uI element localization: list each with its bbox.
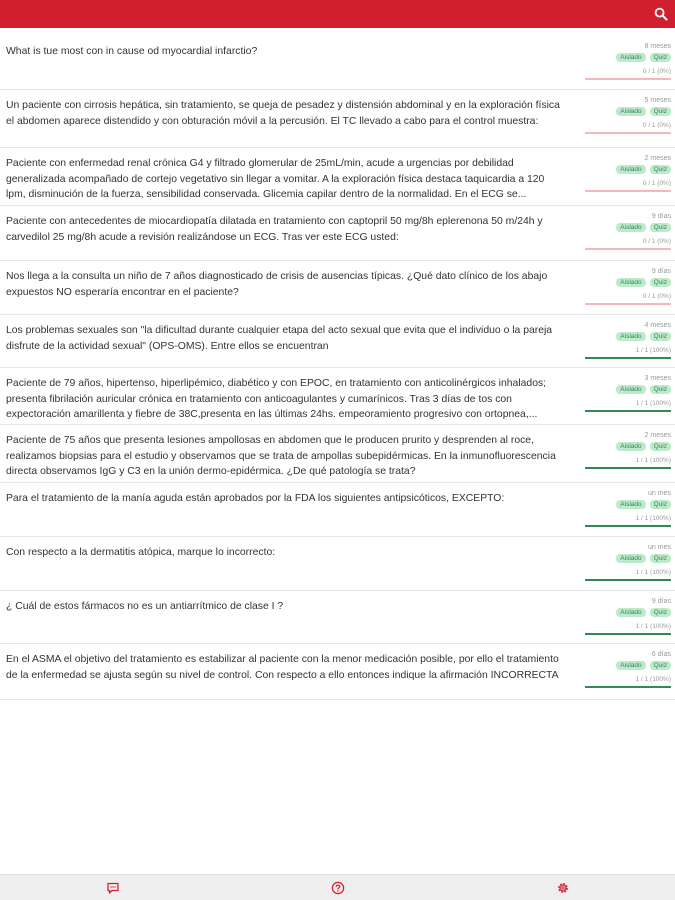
tag-quiz: Quiz bbox=[650, 608, 671, 617]
question-tags bbox=[616, 223, 671, 232]
progress-bar bbox=[585, 579, 671, 581]
progress-text: 1 / 1 (100%) bbox=[635, 347, 671, 354]
question-text: What is tue most con in cause od myocardial infarctio? bbox=[6, 46, 258, 57]
help-icon[interactable] bbox=[331, 881, 345, 895]
progress-bar bbox=[585, 78, 671, 80]
question-row[interactable] bbox=[0, 90, 675, 148]
question-meta bbox=[581, 154, 671, 192]
question-list bbox=[0, 36, 675, 700]
search-icon[interactable] bbox=[653, 6, 669, 22]
question-time: un mes bbox=[648, 490, 671, 497]
question-time: 3 meses bbox=[644, 375, 671, 382]
progress-bar bbox=[585, 525, 671, 527]
bottom-navigation bbox=[0, 874, 675, 900]
progress-text: 1 / 1 (100%) bbox=[635, 569, 671, 576]
tag-quiz: Quiz bbox=[650, 500, 671, 509]
tag-aislado: Aislado bbox=[616, 661, 645, 670]
tag-aislado: Aislado bbox=[616, 500, 645, 509]
settings-icon[interactable] bbox=[556, 881, 570, 895]
question-text: Paciente con enfermedad renal crónica G4 y filtrado glomerular de 25mL/min, acude a urgencias por debilidad generalizada acompañado de cortejo vegetativo sin llegar a vomitar. A la exploración física destaca taquicardia a 120 lpm, disminución de la fuerza, sensibilidad conservada. Glicemia capilar dentro de la normalidad. En el ECG se... bbox=[6, 158, 545, 200]
question-text: Paciente de 75 años que presenta lesiones ampollosas en abdomen que le producen prurito y desprenden al roce, realizamos biopsias para el estudio y observamos que se trata de ampollas subepidérmicas. En la inmunofluorescencia directa observamos IgG y C3 en la unión dermo-epidérmica. ¿De qué patología se trata? bbox=[6, 435, 556, 477]
progress-bar bbox=[585, 410, 671, 412]
tag-quiz: Quiz bbox=[650, 554, 671, 563]
tag-aislado: Aislado bbox=[616, 53, 645, 62]
progress-bar bbox=[585, 633, 671, 635]
question-tags bbox=[616, 278, 671, 287]
question-meta bbox=[581, 489, 671, 527]
question-row[interactable] bbox=[0, 483, 675, 537]
question-tags bbox=[616, 554, 671, 563]
question-meta bbox=[581, 543, 671, 581]
progress-text: 0 / 1 (0%) bbox=[642, 180, 671, 187]
progress-text: 1 / 1 (100%) bbox=[635, 623, 671, 630]
progress-bar bbox=[585, 686, 671, 688]
question-tags bbox=[616, 332, 671, 341]
question-time: 6 días bbox=[651, 651, 671, 658]
question-row[interactable] bbox=[0, 644, 675, 700]
progress-bar bbox=[585, 303, 671, 305]
question-meta bbox=[581, 650, 671, 688]
tag-quiz: Quiz bbox=[650, 107, 671, 116]
question-time: 2 meses bbox=[644, 432, 671, 439]
question-meta bbox=[581, 212, 671, 250]
question-tags bbox=[616, 53, 671, 62]
tag-quiz: Quiz bbox=[650, 332, 671, 341]
question-tags bbox=[616, 385, 671, 394]
question-text: ¿ Cuál de estos fármacos no es un antiarrítmico de clase I ? bbox=[6, 601, 284, 612]
question-row[interactable] bbox=[0, 206, 675, 261]
progress-text: 1 / 1 (100%) bbox=[635, 457, 671, 464]
question-row[interactable] bbox=[0, 591, 675, 644]
question-tags bbox=[616, 661, 671, 670]
chat-icon[interactable] bbox=[106, 881, 120, 895]
tag-quiz: Quiz bbox=[650, 53, 671, 62]
question-time: 5 meses bbox=[644, 97, 671, 104]
question-meta bbox=[581, 597, 671, 635]
tag-aislado: Aislado bbox=[616, 107, 645, 116]
question-row[interactable] bbox=[0, 148, 675, 206]
question-text: Nos llega a la consulta un niño de 7 años diagnosticado de crisis de ausencias típicas. ¿Qué dato clínico de los abajo expuestos NO esperaría encontrar en el paciente? bbox=[6, 271, 548, 298]
question-meta bbox=[581, 431, 671, 469]
question-text: En el ASMA el objetivo del tratamiento es estabilizar al paciente con la menor medicación posible, por ello el tratamiento de la enfermedad se ajusta según su nivel de control. Con respecto a ello entonces indique la afirmación INCORRECTA bbox=[6, 654, 559, 681]
question-time: 2 meses bbox=[644, 155, 671, 162]
question-time: 9 días bbox=[651, 598, 671, 605]
question-text: Paciente de 79 años, hipertenso, hiperlipémico, diabético y con EPOC, en tratamiento con anticolinérgicos inhalados; presenta fibrilación auricular crónica en tratamiento con anticoagulantes y cumarínicos. Tras 3 días de tos con expectoración amarillenta y fiebre de 38C,presenta en las últimas 24hs. empeoramiento progresivo con ortopnea,... bbox=[6, 378, 547, 420]
question-time: 4 meses bbox=[644, 322, 671, 329]
question-meta bbox=[581, 42, 671, 80]
app-header bbox=[0, 0, 675, 28]
question-row[interactable] bbox=[0, 36, 675, 90]
question-text: Paciente con antecedentes de miocardiopatía dilatada en tratamiento con captopril 50 mg/8h eplerenona 50 m/24h y carvedilol 25 mg/8h acude a revisión realizándose un ECG. Tras ver este ECG usted: bbox=[6, 216, 543, 243]
question-meta bbox=[581, 374, 671, 412]
question-row[interactable] bbox=[0, 537, 675, 591]
progress-text: 0 / 1 (0%) bbox=[642, 238, 671, 245]
question-tags bbox=[616, 107, 671, 116]
progress-text: 1 / 1 (100%) bbox=[635, 400, 671, 407]
tag-quiz: Quiz bbox=[650, 661, 671, 670]
question-time: 8 meses bbox=[644, 43, 671, 50]
progress-bar bbox=[585, 357, 671, 359]
tag-aislado: Aislado bbox=[616, 278, 645, 287]
tag-aislado: Aislado bbox=[616, 442, 645, 451]
question-tags bbox=[616, 608, 671, 617]
progress-text: 0 / 1 (0%) bbox=[642, 293, 671, 300]
tag-aislado: Aislado bbox=[616, 608, 645, 617]
tag-quiz: Quiz bbox=[650, 223, 671, 232]
tag-aislado: Aislado bbox=[616, 385, 645, 394]
question-meta bbox=[581, 267, 671, 305]
question-text: Un paciente con cirrosis hepática, sin tratamiento, se queja de pesadez y distensión abdominal y en la exploración física el abdomen aparece distendido y con obturación móvil a la percusión. El TC llevado a cabo para el control muestra: bbox=[6, 100, 560, 127]
question-text: Con respecto a la dermatitis atópica, marque lo incorrecto: bbox=[6, 547, 276, 558]
tag-quiz: Quiz bbox=[650, 442, 671, 451]
progress-text: 0 / 1 (0%) bbox=[642, 122, 671, 129]
question-meta bbox=[581, 96, 671, 134]
progress-bar bbox=[585, 190, 671, 192]
progress-bar bbox=[585, 132, 671, 134]
progress-text: 1 / 1 (100%) bbox=[635, 515, 671, 522]
question-text: Para el tratamiento de la manía aguda están aprobados por la FDA los siguientes antipsicóticos, EXCEPTO: bbox=[6, 493, 505, 504]
question-tags bbox=[616, 442, 671, 451]
tag-aislado: Aislado bbox=[616, 165, 645, 174]
question-row[interactable] bbox=[0, 368, 675, 425]
tag-quiz: Quiz bbox=[650, 278, 671, 287]
question-time: un mes bbox=[648, 544, 671, 551]
tag-aislado: Aislado bbox=[616, 554, 645, 563]
question-tags bbox=[616, 500, 671, 509]
tag-quiz: Quiz bbox=[650, 165, 671, 174]
question-meta bbox=[581, 321, 671, 359]
question-tags bbox=[616, 165, 671, 174]
progress-bar bbox=[585, 467, 671, 469]
question-row[interactable] bbox=[0, 261, 675, 315]
progress-bar bbox=[585, 248, 671, 250]
question-time: 9 días bbox=[651, 213, 671, 220]
question-text: Los problemas sexuales son "la dificultad durante cualquier etapa del acto sexual que evita que el individuo o la pareja disfrute de la actividad sexual" (OPS-OMS). Entre ellos se encuentran bbox=[6, 325, 553, 352]
tag-quiz: Quiz bbox=[650, 385, 671, 394]
progress-text: 0 / 1 (0%) bbox=[642, 68, 671, 75]
question-time: 9 días bbox=[651, 268, 671, 275]
question-row[interactable] bbox=[0, 425, 675, 483]
tag-aislado: Aislado bbox=[616, 223, 645, 232]
progress-text: 1 / 1 (100%) bbox=[635, 676, 671, 683]
question-row[interactable] bbox=[0, 315, 675, 368]
tag-aislado: Aislado bbox=[616, 332, 645, 341]
